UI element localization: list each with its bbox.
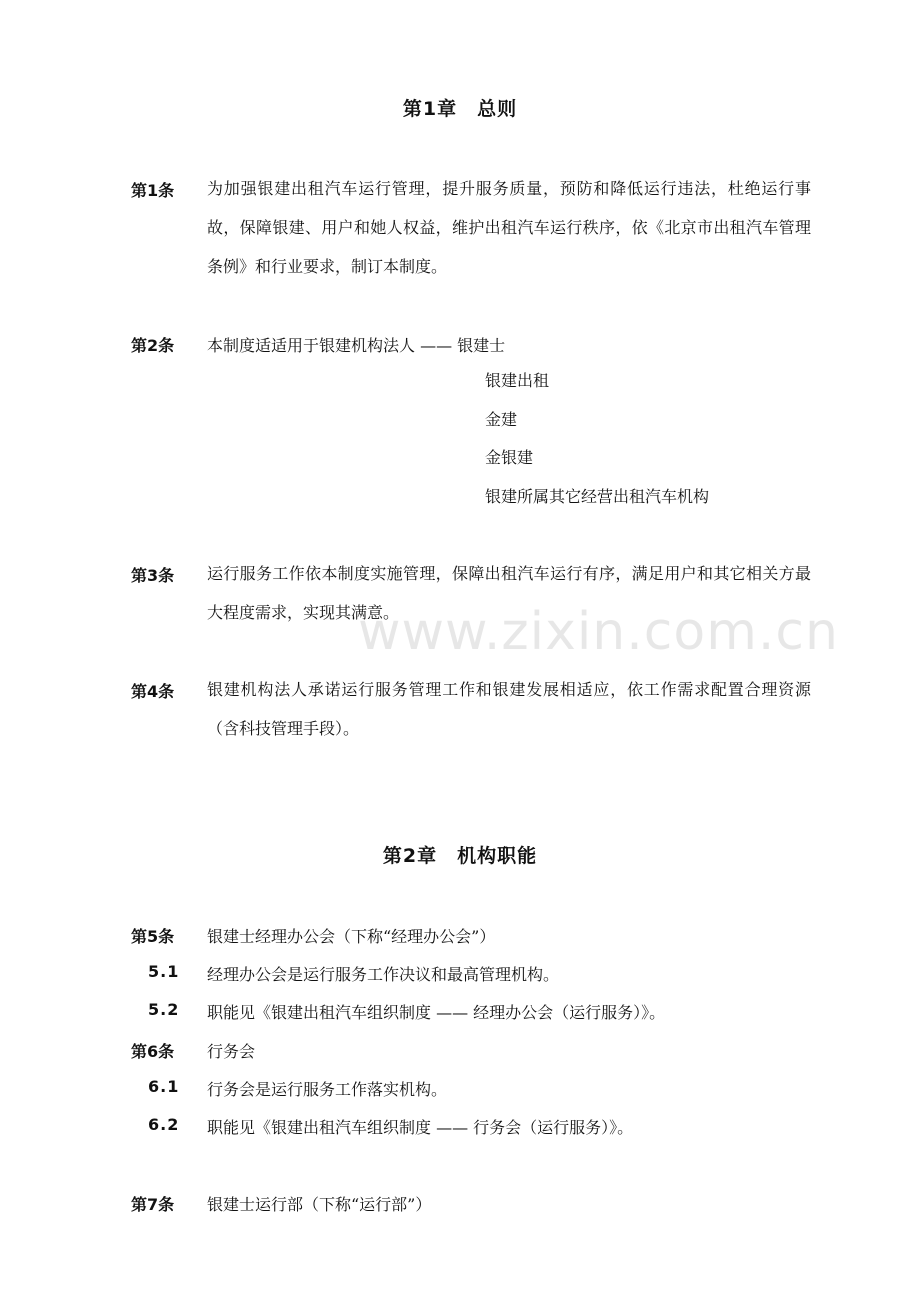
clause-6-2-label: 6.2 bbox=[148, 1115, 180, 1134]
article-3-label: 第3条 bbox=[131, 566, 175, 585]
clause-5-1-text: 经理办公会是运行服务工作决议和最高管理机构。 bbox=[207, 965, 560, 984]
clause-6-1-label: 6.1 bbox=[148, 1077, 180, 1096]
article-4-text: 银建机构法人承诺运行服务管理工作和银建发展相适应，依工作需求配置合理资源（含科技管理手段）。 bbox=[207, 680, 811, 738]
article-6-text: 行务会 bbox=[207, 1042, 256, 1061]
clause-6-1-text: 行务会是运行服务工作落实机构。 bbox=[207, 1080, 448, 1099]
article-7-label: 第7条 bbox=[131, 1195, 175, 1214]
entity-item: 金银建 bbox=[485, 448, 534, 467]
article-2-text: 本制度适适用于银建机构法人 —— 银建士 bbox=[207, 336, 506, 355]
entity-item: 金建 bbox=[485, 409, 518, 429]
article-6-label: 第6条 bbox=[131, 1042, 175, 1061]
chapter-1-title: 第1章 总则 bbox=[402, 98, 518, 120]
entity-item: 银建出租 bbox=[485, 371, 550, 390]
clause-6-2-text: 职能见《银建出租汽车组织制度 —— 行务会（运行服务）》。 bbox=[207, 1118, 634, 1137]
article-5-label: 第5条 bbox=[131, 927, 175, 946]
article-3-text: 运行服务工作依本制度实施管理，保障出租汽车运行有序，满足用户和其它相关方最大程度需求，实现其满意。 bbox=[207, 564, 811, 622]
watermark: www.zixin.com.cn bbox=[358, 602, 839, 662]
clause-5-2-text: 职能见《银建出租汽车组织制度 —— 经理办公会（运行服务）》。 bbox=[207, 1003, 666, 1022]
article-1-label: 第1条 bbox=[131, 181, 175, 200]
article-7-text: 银建士运行部（下称“运行部”） bbox=[207, 1195, 432, 1214]
article-5-text: 银建士经理办公会（下称“经理办公会”） bbox=[207, 927, 496, 946]
clause-5-2-label: 5.2 bbox=[148, 1000, 180, 1019]
article-1-text: 为加强银建出租汽车运行管理，提升服务质量，预防和降低运行违法，杜绝运行事故，保障银建、用户和她人权益，维护出租汽车运行秩序，依《北京市出租汽车管理条例》和行业要求，制订本制度。 bbox=[207, 179, 811, 276]
chapter-2-title: 第2章 机构职能 bbox=[382, 845, 538, 867]
article-2-entity-list bbox=[485, 362, 709, 516]
clause-5-1-label: 5.1 bbox=[148, 962, 180, 981]
article-2-label: 第2条 bbox=[131, 336, 175, 355]
article-4-label: 第4条 bbox=[131, 682, 175, 701]
entity-item: 银建所属其它经营出租汽车机构 bbox=[485, 486, 710, 506]
